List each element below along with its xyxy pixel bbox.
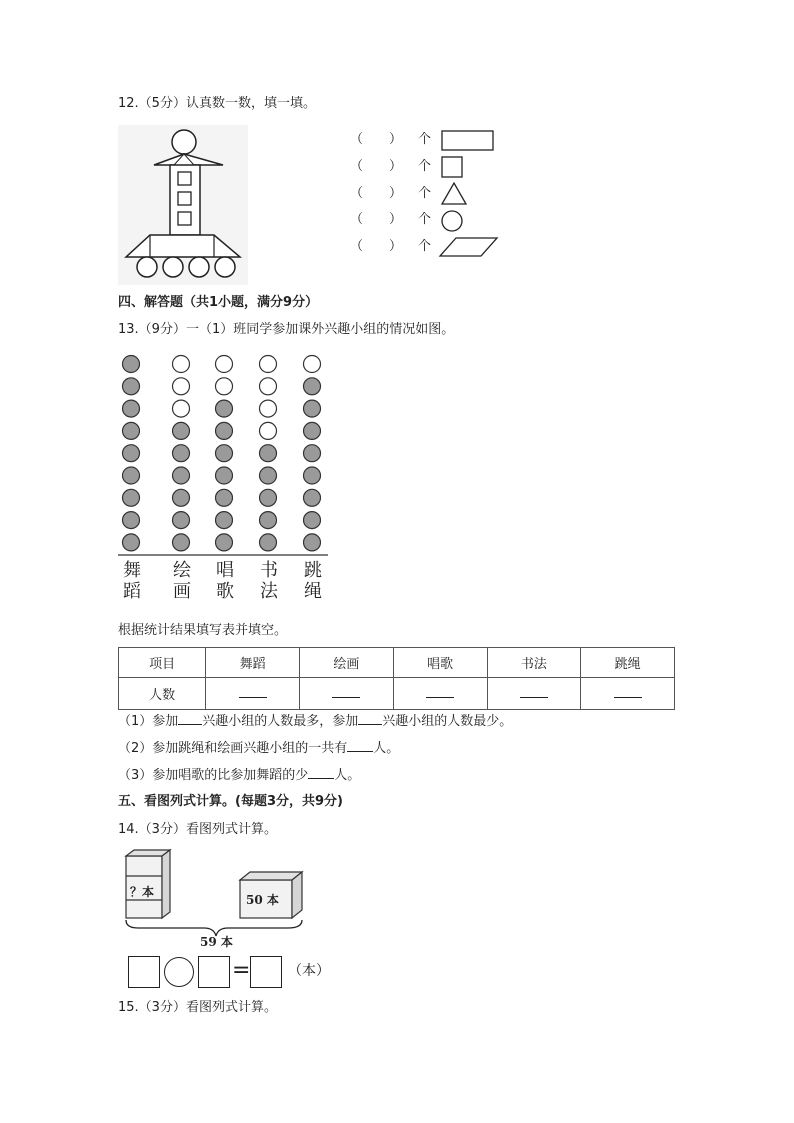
square-icon [442, 157, 462, 177]
answer-paren[interactable]: （ ） [350, 159, 403, 174]
filled-circle-mark [260, 489, 277, 506]
empty-circle-mark [260, 422, 277, 439]
parallelogram-icon [440, 238, 497, 256]
empty-circle-mark [260, 356, 277, 373]
table-header-cell: 项目 [119, 648, 206, 678]
filled-circle-mark [260, 534, 277, 551]
filled-circle-mark [123, 512, 140, 529]
answer-paren[interactable]: （ ） [350, 239, 403, 254]
filled-circle-mark [216, 489, 233, 506]
q13-sub2-text: （2）参加跳绳和绘画兴趣小组的一共有 [118, 741, 348, 756]
filled-circle-mark [123, 400, 140, 417]
filled-circle-mark [173, 467, 190, 484]
unit-label: （本） [288, 963, 330, 979]
filled-circle-mark [173, 512, 190, 529]
filled-circle-mark [123, 467, 140, 484]
filled-circle-mark [173, 422, 190, 439]
q13-sub2-text: 人。 [373, 741, 400, 756]
filled-circle-mark [304, 400, 321, 417]
table-header-cell: 唱歌 [393, 648, 487, 678]
filled-circle-mark [216, 512, 233, 529]
answer-blank-cell[interactable] [206, 678, 300, 710]
category-label: 绘画 [173, 560, 191, 602]
equals-sign: = [232, 958, 251, 983]
rectangle-icon [442, 131, 493, 150]
answer-box[interactable] [128, 956, 160, 988]
robot-wheel-circle [137, 257, 157, 277]
unit-label: 个 [418, 132, 432, 147]
robot-wheel-circle [163, 257, 183, 277]
answer-blank-cell[interactable] [393, 678, 487, 710]
box-right-label: 50 本 [246, 893, 279, 907]
filled-circle-mark [304, 489, 321, 506]
robot-wheel-circle [189, 257, 209, 277]
filled-circle-mark [216, 467, 233, 484]
answer-box[interactable] [250, 956, 282, 988]
filled-circle-mark [123, 534, 140, 551]
answer-blank[interactable] [178, 712, 202, 725]
filled-circle-mark [216, 400, 233, 417]
table-header-cell: 绘画 [300, 648, 394, 678]
filled-circle-mark [173, 489, 190, 506]
filled-circle-mark [304, 534, 321, 551]
answer-paren[interactable]: （ ） [350, 186, 403, 201]
unit-label: 个 [418, 159, 432, 174]
operator-circle[interactable] [164, 957, 194, 987]
empty-circle-mark [260, 378, 277, 395]
table-row-label: 人数 [119, 678, 206, 710]
answer-blank[interactable] [239, 685, 267, 698]
filled-circle-mark [173, 534, 190, 551]
filled-circle-mark [123, 445, 140, 462]
table-header-cell: 跳绳 [581, 648, 675, 678]
total-label: 59 本 [200, 935, 233, 949]
unit-label: 个 [418, 212, 432, 227]
filled-circle-mark [123, 489, 140, 506]
q14-title: 14.（3分）看图列式计算。 [118, 822, 277, 837]
robot-wheel-circle [215, 257, 235, 277]
q15-title: 15.（3分）看图列式计算。 [118, 1000, 277, 1015]
empty-circle-mark [216, 356, 233, 373]
total-brace [126, 920, 302, 936]
filled-circle-mark [173, 445, 190, 462]
triangle-icon [442, 183, 466, 204]
answer-blank-cell[interactable] [581, 678, 675, 710]
filled-circle-mark [216, 445, 233, 462]
box-left-label: ？本 [130, 885, 155, 899]
filled-circle-mark [123, 378, 140, 395]
category-label: 书法 [260, 560, 278, 602]
q13-title: 13.（9分）一（1）班同学参加课外兴趣小组的情况如图。 [118, 322, 455, 337]
filled-circle-mark [123, 356, 140, 373]
circle-icon [442, 211, 462, 231]
table-header-cell: 书法 [487, 648, 581, 678]
robot-window-square [178, 172, 191, 185]
answer-blank[interactable] [520, 685, 548, 698]
empty-circle-mark [260, 400, 277, 417]
q13-sub3-text: 人。 [334, 768, 361, 783]
stats-table [118, 647, 675, 710]
section5-heading: 五、看图列式计算。(每题3分，共9分) [118, 794, 343, 809]
answer-blank-cell[interactable] [300, 678, 394, 710]
q13-sub1-text: 兴趣小组的人数最少。 [382, 714, 513, 729]
answer-blank[interactable] [308, 766, 334, 779]
empty-circle-mark [304, 356, 321, 373]
table-header-row [119, 648, 675, 678]
filled-circle-mark [216, 534, 233, 551]
q13-instruction: 根据统计结果填写表并填空。 [118, 623, 288, 638]
q13-sub1-text: 兴趣小组的人数最多，参加 [202, 714, 359, 729]
robot-head-circle [172, 130, 196, 154]
q12-shape-legend [438, 128, 498, 258]
answer-blank[interactable] [426, 685, 454, 698]
filled-circle-mark [260, 512, 277, 529]
filled-circle-mark [216, 422, 233, 439]
robot-figure [118, 125, 248, 285]
filled-circle-mark [304, 445, 321, 462]
unit-label: 个 [418, 186, 432, 201]
answer-blank[interactable] [347, 739, 373, 752]
answer-blank[interactable] [614, 685, 642, 698]
q13-sub1-text: （1）参加 [118, 714, 179, 729]
answer-paren[interactable]: （ ） [350, 212, 403, 227]
category-label: 舞蹈 [123, 560, 141, 602]
table-header-cell: 舞蹈 [206, 648, 300, 678]
robot-window-square [178, 212, 191, 225]
q13-sub2 [118, 739, 399, 758]
filled-circle-mark [123, 422, 140, 439]
filled-circle-mark [304, 378, 321, 395]
answer-blank-cell[interactable] [487, 678, 581, 710]
q12-title: 12.（5分）认真数一数，填一填。 [118, 96, 316, 111]
category-label: 跳绳 [304, 560, 322, 602]
unit-label: 个 [418, 239, 432, 254]
empty-circle-mark [173, 378, 190, 395]
filled-circle-mark [304, 422, 321, 439]
answer-blank[interactable] [332, 685, 360, 698]
table-row [119, 678, 675, 710]
filled-circle-mark [260, 445, 277, 462]
empty-circle-mark [173, 400, 190, 417]
category-label: 唱歌 [216, 560, 234, 602]
answer-paren[interactable]: （ ） [350, 132, 403, 147]
robot-window-square [178, 192, 191, 205]
books-diagram [118, 848, 318, 948]
q13-sub3-text: （3）参加唱歌的比参加舞蹈的少 [118, 768, 309, 783]
empty-circle-mark [216, 378, 233, 395]
filled-circle-mark [260, 467, 277, 484]
q13-sub1 [118, 712, 512, 731]
empty-circle-mark [173, 356, 190, 373]
filled-circle-mark [304, 467, 321, 484]
filled-circle-mark [304, 512, 321, 529]
section4-heading: 四、解答题（共1小题，满分9分） [118, 295, 319, 310]
book-stack-left [126, 850, 170, 918]
q13-sub3 [118, 766, 360, 785]
answer-blank[interactable] [358, 712, 382, 725]
answer-box[interactable] [198, 956, 230, 988]
